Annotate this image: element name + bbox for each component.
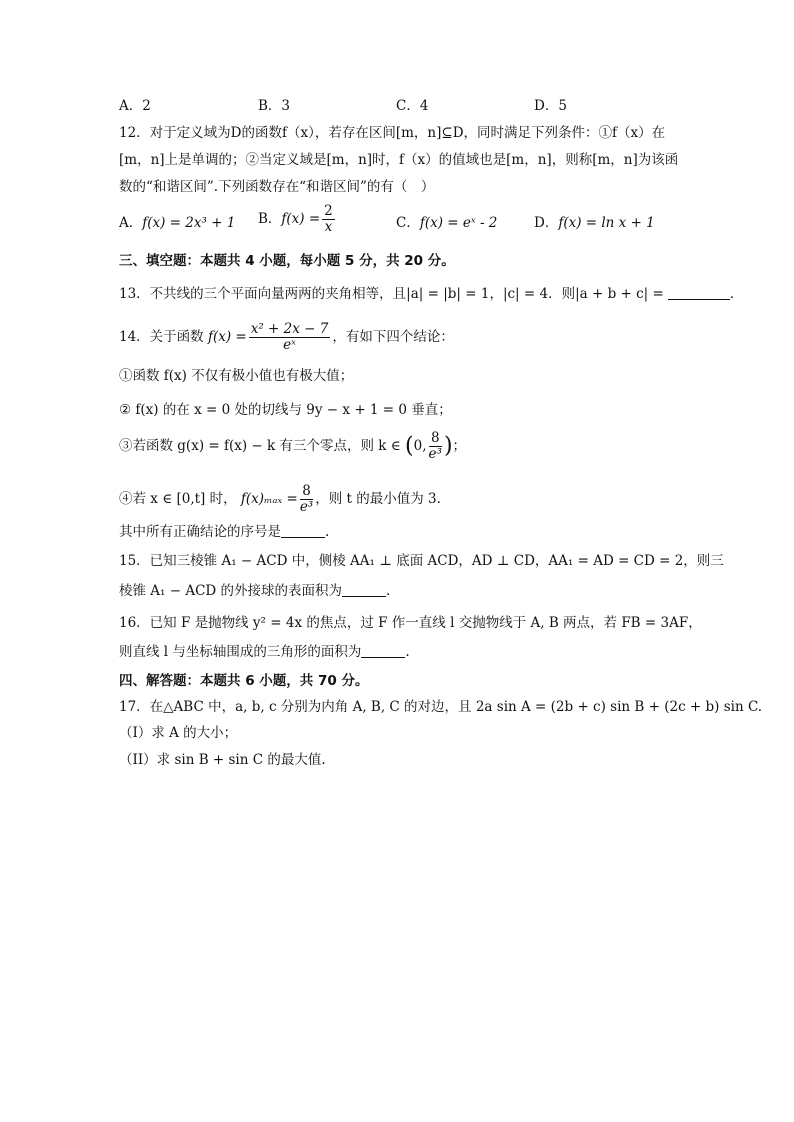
q15-line-1: 15．已知三棱锥 A₁ − ACD 中，侧棱 AA₁ ⊥ 底面 ACD，AD ⊥ CD，AA₁ = AD = CD = 2，则三 — [119, 553, 724, 569]
q12-option-d — [534, 214, 655, 232]
q14-ask-end: . — [325, 524, 330, 540]
q15-answer-blank — [342, 582, 386, 597]
q12-option-b-denominator: x — [324, 219, 333, 235]
q11-option-c: C．4 — [396, 98, 429, 114]
q12-line-3: 数的“和谐区间”.下列函数存在“和谐区间”的有（ ） — [119, 179, 435, 195]
q17-line-1: 17．在△ABC 中，a, b, c 分别为内角 A, B, C 的对边，且 2a sin A = (2b + c) sin B + (2c + b) sin C. — [119, 699, 763, 715]
q12-option-c-label: C． — [396, 215, 420, 231]
q14-function-numerator: x² + 2x − 7 — [250, 321, 329, 337]
q12-option-c-expr: f(x) = eˣ - 2 — [419, 215, 498, 231]
q13-line — [119, 285, 743, 303]
q13-answer-blank — [668, 285, 730, 300]
q12-option-c — [396, 214, 497, 232]
q14-conclusion-3-close-paren: ) — [443, 433, 453, 459]
q14-answer-blank — [281, 523, 325, 538]
q14-conclusion-3-denominator: e³ — [428, 446, 442, 462]
section-3-heading: 三、填空题：本题共 4 小题，每小题 5 分，共 20 分。 — [119, 253, 455, 269]
q12-option-b-numerator: 2 — [324, 203, 333, 219]
q17-part-1: （I）求 A 的大小； — [119, 725, 238, 741]
q15-line-2 — [119, 582, 390, 600]
q12-option-b-lhs: f(x) = — [281, 211, 321, 227]
q14-conclusion-3-open-paren: ( — [405, 433, 414, 459]
q12-option-a-label: A． — [119, 215, 143, 231]
q17-part-2: （II）求 sin B + sin C 的最大值. — [119, 752, 326, 768]
q12-option-a — [119, 214, 235, 232]
q12-line-2: [m，n]上是单调的；②当定义域是[m，n]时，f（x）的值域也是[m，n]，则称[m，n]为该函 — [119, 152, 679, 168]
q16-line-1: 16．已知 F 是抛物线 y² = 4x 的焦点，过 F 作一直线 l 交抛物线于 A, B 两点，若 FB = 3AF， — [119, 615, 702, 631]
q14-conclusion-3-end: ； — [452, 438, 467, 454]
q14-conclusion-4-numerator: 8 — [300, 484, 313, 500]
q14-function-denominator: eˣ — [283, 337, 296, 353]
q16-line-2-text: 则直线 l 与坐标轴围成的三角形的面积为 — [119, 644, 362, 660]
q16-line-2 — [119, 643, 410, 661]
q12-option-d-label: D． — [534, 215, 559, 231]
q14-conclusion-2: ② f(x) 的在 x = 0 处的切线与 9y − x + 1 = 0 垂直； — [119, 402, 452, 418]
q14-conclusion-4-text: ④若 x ∈ [0,t] 时， — [119, 491, 237, 507]
q11-option-d: D．5 — [534, 98, 567, 114]
section-4-heading: 四、解答题：本题共 6 小题，共 70 分。 — [119, 673, 369, 689]
q13-end: ． — [729, 286, 744, 302]
q14-conclusion-3-fraction — [429, 431, 442, 462]
q14-conclusion-4-lhs: f(x)ₘₐₓ = — [240, 491, 298, 507]
q14-function-fraction — [249, 322, 331, 353]
q14-conclusion-4-denominator: e³ — [299, 499, 314, 515]
q14-conclusion-3-numerator: 8 — [429, 431, 442, 447]
q16-line-2-end: . — [405, 644, 410, 660]
q14-conclusion-4 — [119, 484, 441, 515]
q15-line-2-end: . — [386, 583, 391, 599]
q13-text: 13．不共线的三个平面向量两两的夹角相等，且|a| = |b| = 1，|c| = 4．则|a + b + c| = — [119, 286, 664, 302]
q14-conclusion-4-fraction — [300, 484, 313, 515]
q16-answer-blank — [361, 643, 405, 658]
q11-option-b: B．3 — [258, 98, 291, 114]
q12-option-a-expr: f(x) = 2x³ + 1 — [142, 215, 236, 231]
q14-conclusion-3 — [119, 431, 466, 462]
q12-option-b-fraction — [322, 204, 335, 235]
q12-line-1: 12．对于定义域为D的函数f（x），若存在区间[m，n]⊆D，同时满足下列条件：①f（x）在 — [119, 125, 666, 141]
q14-ask — [119, 523, 329, 541]
q14-conclusion-3-zero: 0, — [413, 438, 427, 454]
q12-option-d-expr: f(x) = ln x + 1 — [558, 215, 655, 231]
q15-line-2-text: 棱锥 A₁ − ACD 的外接球的表面积为 — [119, 583, 343, 599]
q14-intro-a: 14．关于函数 — [119, 329, 204, 345]
q14-conclusion-4-end: ，则 t 的最小值为 3. — [315, 491, 441, 507]
q14-conclusion-3-text: ③若函数 g(x) = f(x) − k 有三个零点，则 k ∈ — [119, 438, 401, 454]
q14-ask-text: 其中所有正确结论的序号是 — [119, 524, 281, 540]
q14-conclusion-1: ①函数 f(x) 不仅有极小值也有极大值； — [119, 368, 354, 384]
q11-option-a: A．2 — [119, 98, 151, 114]
q12-option-b-label: B． — [258, 211, 282, 227]
q14-function-lhs: f(x) = — [207, 329, 247, 345]
q12-option-b — [258, 204, 337, 235]
q14-intro — [119, 322, 454, 353]
q14-intro-b: ，有如下四个结论： — [332, 329, 454, 345]
